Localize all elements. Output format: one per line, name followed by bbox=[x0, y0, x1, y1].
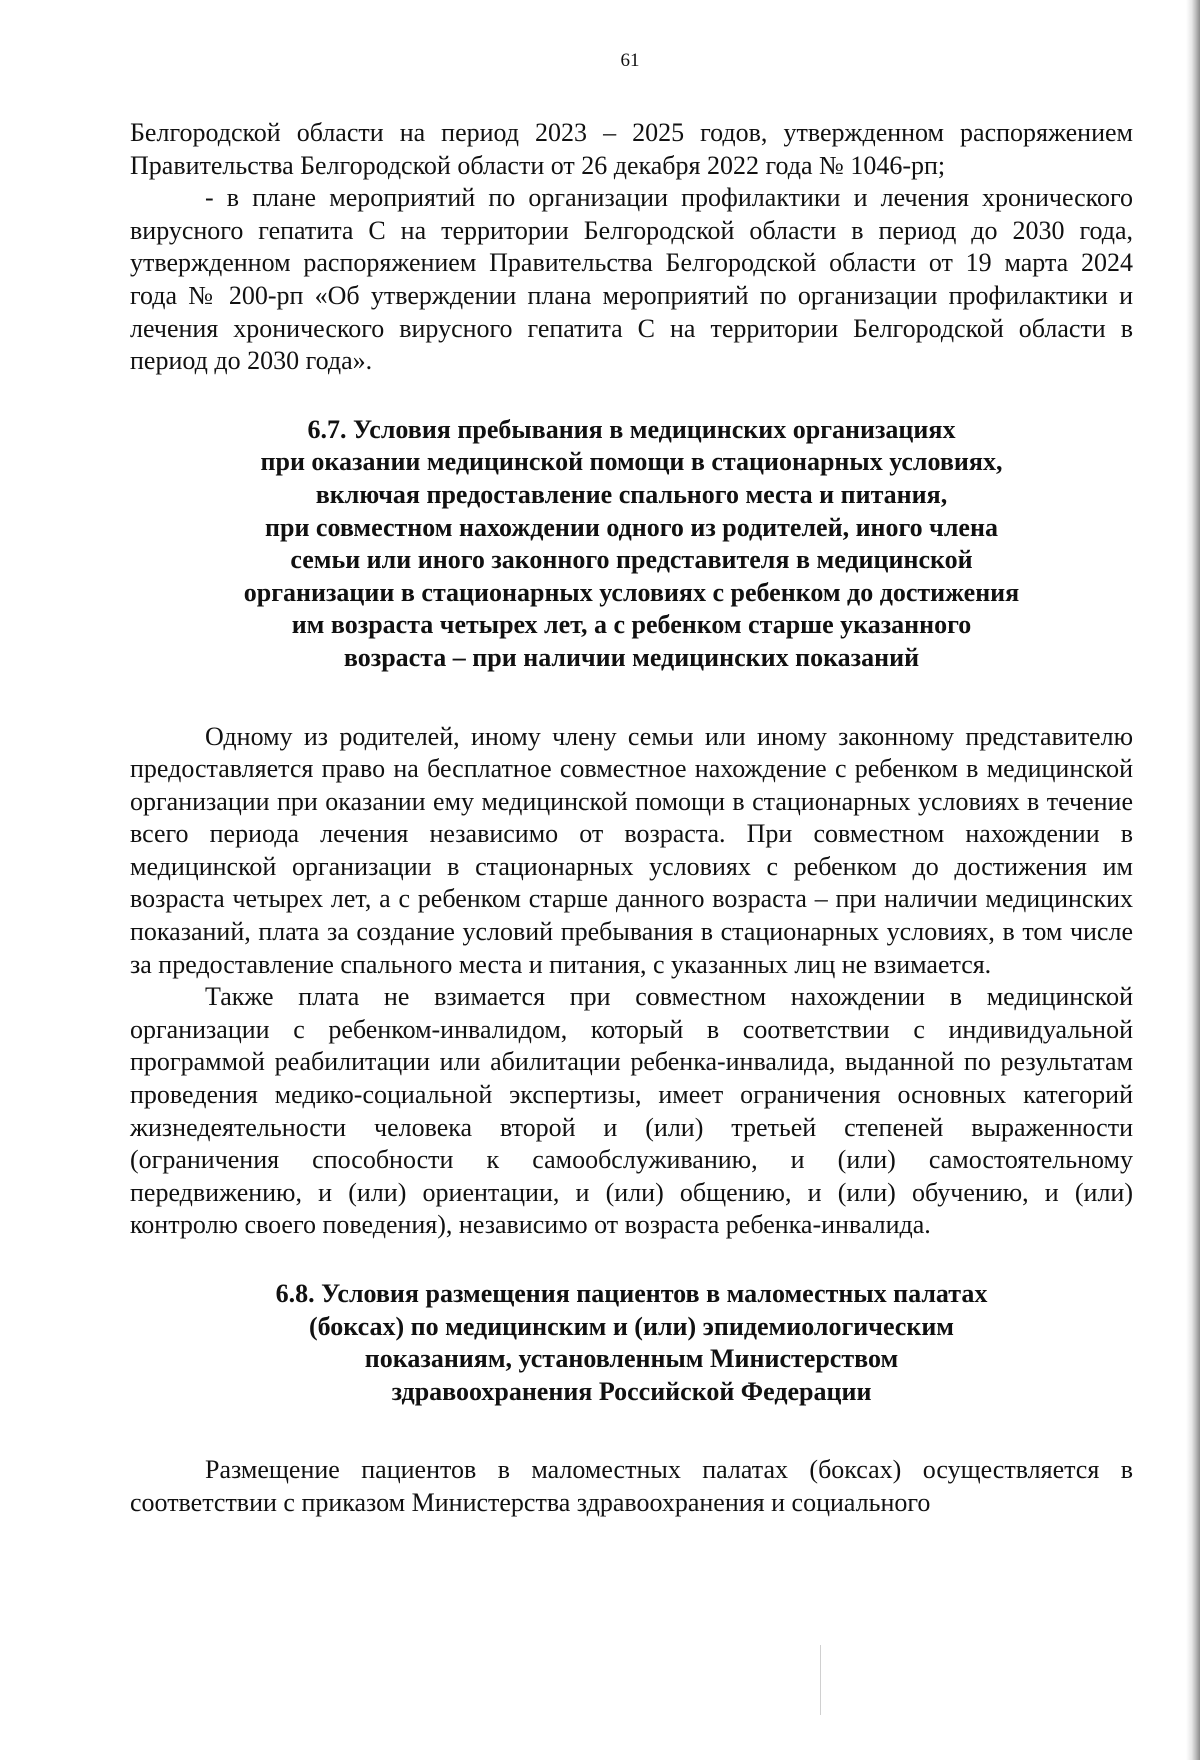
paragraph-hepatitis-plan: - в плане мероприятий по организации профилактики и лечения хронического вирусного гепатита С на территории Белгородской области в период до 2030 года, утвержденном распоряжением Правительства Белгородской области от 19 марта 2024 года № 200-рп «Об утверждении плана мероприятий по организации профилактики и лечения хронического вирусного гепатита С на территории Белгородской области в период до 2030 года». bbox=[130, 183, 1133, 376]
document-body bbox=[130, 117, 1133, 1520]
paragraph-parent-stay: Одному из родителей, иному члену семьи или иному законному представителю предоставляется право на бесплатное совместное нахождение с ребенком в медицинской организации при оказании ему медицинской помощи в стационарных условиях в течение всего периода лечения независимо от возраста. При совместном нахождении в медицинской организации в стационарных условиях с ребенком до достижения им возраста четырех лет, а с ребенком старше данного возраста – при наличии медицинских показаний, плата за создание условий пребывания в стационарных условиях, в том числе за предоставление спального места и питания, с указанных лиц не взимается. bbox=[130, 721, 1133, 979]
heading-line: возраста – при наличии медицинских показаний bbox=[343, 642, 920, 672]
section-heading-6-8 bbox=[130, 1278, 1133, 1408]
heading-line: 6.7. Условия пребывания в медицинских организациях bbox=[307, 414, 956, 444]
heading-line: при совместном нахождении одного из родителей, иного члена bbox=[265, 512, 998, 542]
heading-line: (боксах) по медицинским и (или) эпидемиологическим bbox=[308, 1311, 955, 1341]
heading-line: включая предоставление спального места и питания, bbox=[315, 479, 948, 509]
heading-line: 6.8. Условия размещения пациентов в маломестных палатах bbox=[275, 1279, 988, 1308]
heading-line: здравоохранения Российской Федерации bbox=[391, 1376, 872, 1406]
scan-artifact-line bbox=[820, 1645, 821, 1715]
paragraph-disabled-child: Также плата не взимается при совместном нахождении в медицинской организации с ребенком-инвалидом, который в соответствии с индивидуальной программой реабилитации или абилитации ребенка-инвалида, выданной по результатам проведения медико-социальной экспертизы, имеет ограничения основных категорий жизнедеятельности человека второй и (или) третьей степеней выраженности (ограничения способности к самообслуживанию, и (или) самостоятельному передвижению, и (или) ориентации, и (или) общению, и (или) обучению, и (или) контролю своего поведения), независимо от возраста ребенка-инвалида. bbox=[130, 982, 1133, 1240]
heading-line: при оказании медицинской помощи в стационарных условиях, bbox=[260, 447, 1003, 477]
page-number: 61 bbox=[620, 50, 640, 71]
heading-line: организации в стационарных условиях с ребенком до достижения bbox=[243, 577, 1020, 607]
paragraph-small-wards: Размещение пациентов в маломестных палатах (боксах) осуществляется в соответствии с приказом Министерства здравоохранения и социального bbox=[130, 1455, 1133, 1517]
section-heading-6-7 bbox=[130, 414, 1133, 675]
heading-line: семьи или иного законного представителя в медицинской bbox=[290, 545, 973, 575]
heading-line: показаниям, установленным Министерством bbox=[364, 1344, 899, 1374]
scan-page-edge bbox=[1186, 0, 1200, 1760]
heading-line: им возраста четырех лет, а с ребенком старше указанного bbox=[291, 610, 972, 640]
paragraph-continuation: Белгородской области на период 2023 – 2025 годов, утвержденном распоряжением Правительства Белгородской области от 26 декабря 2022 года № 1046-рп; bbox=[130, 118, 1133, 180]
